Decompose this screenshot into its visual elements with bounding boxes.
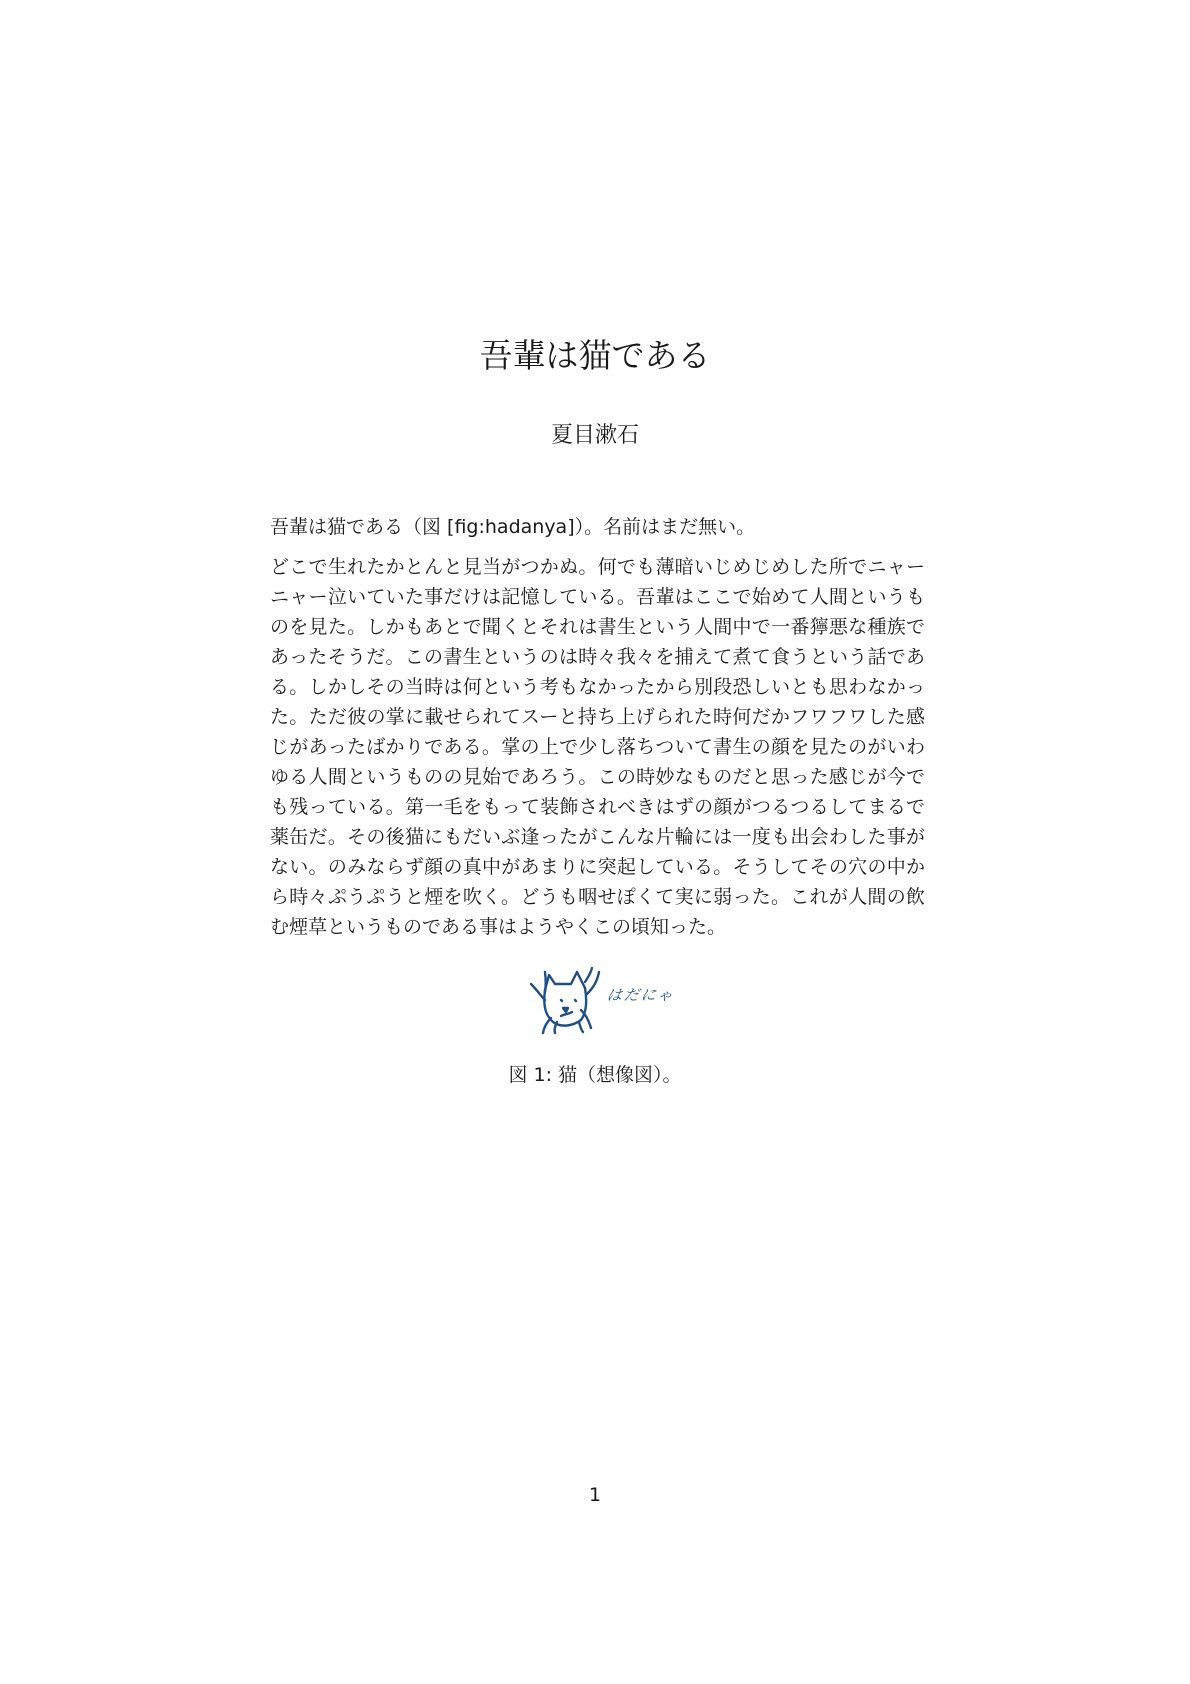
page-number: 1 [588, 1484, 602, 1506]
cat-drawing-icon [515, 960, 605, 1035]
text-line: 薬缶だ。その後猫にもだいぶ逢ったがこんな片輪には一度も出会わした事が [270, 826, 925, 848]
document-author: 夏目漱石 [550, 423, 639, 448]
handwritten-label: はだにゃ [605, 986, 676, 1004]
text-line: あったそうだ。この書生というのは時々我々を捕えて煮て食うという話であ [270, 646, 925, 668]
figure-caption: 図 1: 猫（想像図）。 [508, 1064, 682, 1086]
text-line: る。しかしその当時は何という考もなかったから別段恐しいとも思わなかっ [270, 676, 925, 698]
document-title: 吾輩は猫である [479, 336, 711, 375]
text-line: じがあったばかりである。掌の上で少し落ちついて書生の顔を見たのがいわ [270, 736, 925, 758]
text-line: ら時々ぷうぷうと煙を吹く。どうも咽せぽくて実に弱った。これが人間の飲 [270, 886, 925, 908]
text-line: も残っている。第一毛をもって装飾されべきはずの顔がつるつるしてまるで [270, 796, 925, 818]
text-line: のを見た。しかもあとで聞くとそれは書生という人間中で一番獰悪な種族で [270, 616, 925, 638]
text-line: た。ただ彼の掌に載せられてスーと持ち上げられた時何だかフワフワした感 [270, 706, 925, 728]
text-line: ない。のみならず顔の真中があまりに突起している。そうしてその穴の中か [270, 856, 925, 878]
cat-figure [515, 960, 685, 1035]
text-line: む煙草というものである事はようやくこの頃知った。 [270, 916, 727, 938]
document-body [270, 512, 925, 942]
text-line: どこで生れたかとんと見当がつかぬ。何でも薄暗いじめじめした所でニャー [270, 556, 925, 578]
paragraph-2 [270, 552, 925, 942]
text-line: ゆる人間というものの見始であろう。この時妙なものだと思った感じが今で [270, 766, 925, 788]
text-line: ニャー泣いていた事だけは記憶している。吾輩はここで始めて人間というも [270, 586, 925, 608]
paragraph-1: 吾輩は猫である（図 [fig:hadanya]）。名前はまだ無い。 [270, 516, 756, 538]
